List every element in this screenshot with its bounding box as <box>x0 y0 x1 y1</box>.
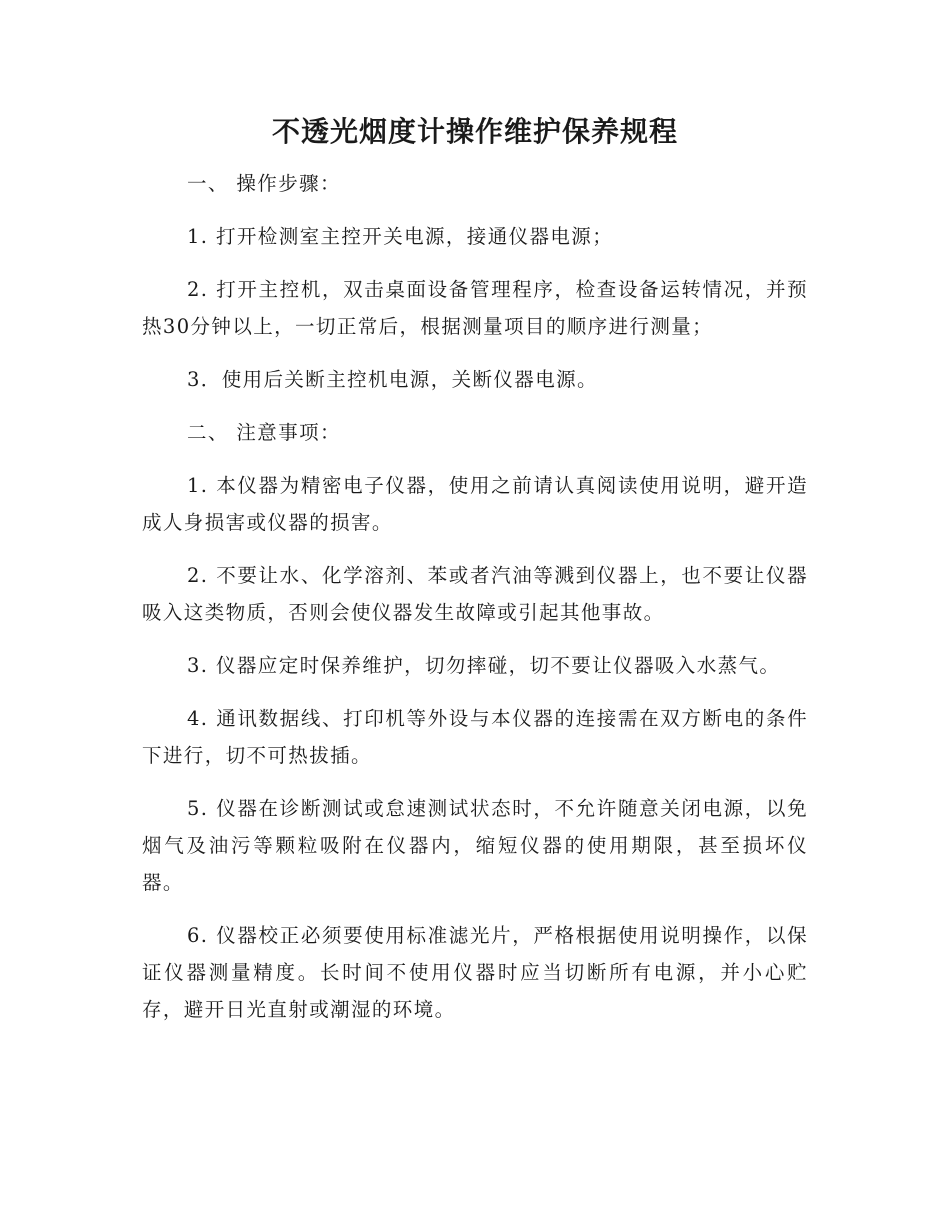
section-heading-operation-steps: 一、 操作步骤： <box>187 172 341 195</box>
document-title: 不透光烟度计操作维护保养规程 <box>271 115 678 148</box>
section-heading-precautions: 二、 注意事项： <box>187 421 341 444</box>
precaution-6: 6. 仪器校正必须要使用标准滤光片，严格根据使用说明操作，以保证仪器测量精度。长时间不使用仪器时应当切断所有电源，并小心贮存，避开日光直射或潮湿的环境。 <box>142 924 808 1021</box>
operation-step-2: 2. 打开主控机，双击桌面设备管理程序，检查设备运转情况，并预热30分钟以上，一切正常后，根据测量项目的顺序进行测量； <box>142 278 808 338</box>
document-body <box>142 165 808 1044</box>
precaution-2: 2. 不要让水、化学溶剂、苯或者汽油等溅到仪器上，也不要让仪器吸入这类物质，否则会使仪器发生故障或引起其他事故。 <box>142 564 808 624</box>
precaution-4: 4. 通讯数据线、打印机等外设与本仪器的连接需在双方断电的条件下进行，切不可热拔插。 <box>142 707 808 767</box>
operation-step-1: 1. 打开检测室主控开关电源，接通仪器电源； <box>187 225 614 248</box>
operation-step-3: 3．使用后关断主控机电源，关断仪器电源。 <box>187 368 598 391</box>
precaution-3: 3. 仪器应定时保养维护，切勿摔碰，切不要让仪器吸入水蒸气。 <box>187 654 781 677</box>
precaution-1: 1. 本仪器为精密电子仪器，使用之前请认真阅读使用说明，避开造成人身损害或仪器的损害。 <box>142 474 808 534</box>
precaution-5: 5. 仪器在诊断测试或怠速测试状态时，不允许随意关闭电源，以免烟气及油污等颗粒吸附在仪器内，缩短仪器的使用期限，甚至损坏仪器。 <box>142 797 808 894</box>
